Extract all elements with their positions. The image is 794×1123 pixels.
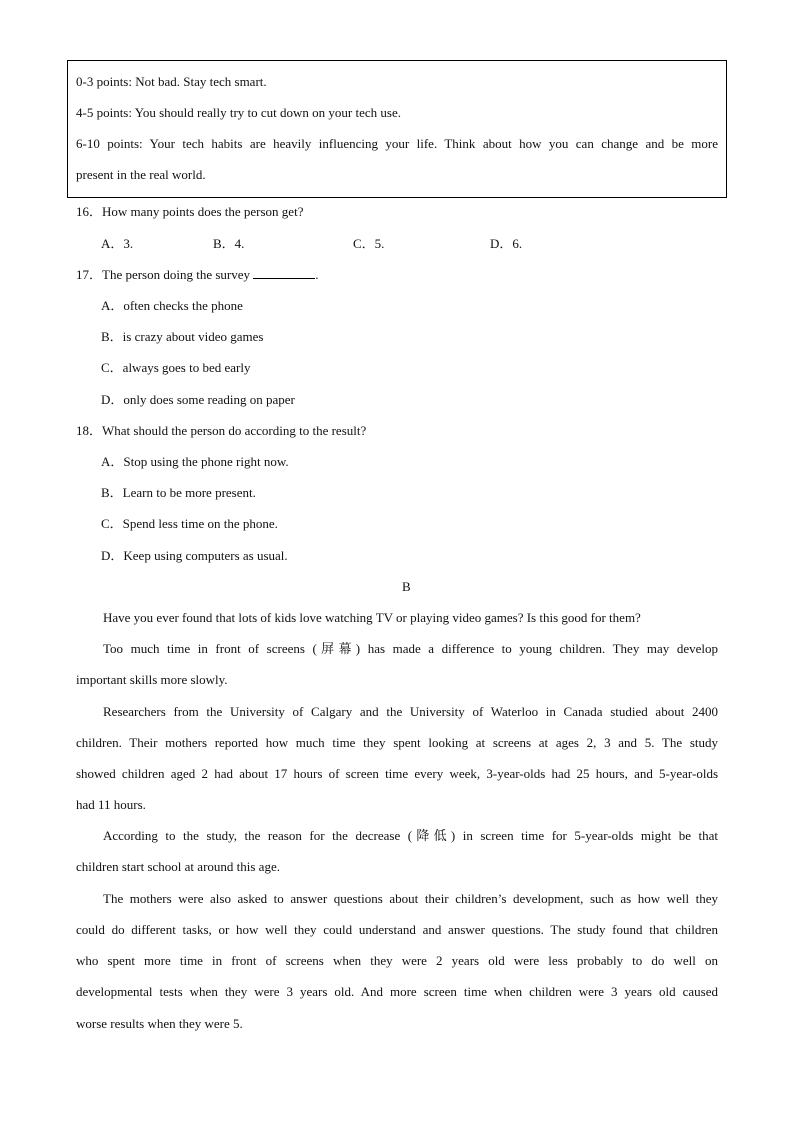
score-range-6-10: 6-10 points: Your tech habits are heavily influencing your life. Think about how you can change and be more	[76, 136, 718, 151]
passage-line: children start school at around this age.	[76, 859, 280, 874]
passage-line: had 11 hours.	[76, 797, 146, 812]
passage-line: Researchers from the University of Calgary and the University of Waterloo in Canada studied about 2400	[103, 704, 718, 719]
passage-line: Too much time in front of screens (屏幕) has made a difference to young children. They may develop	[103, 641, 718, 656]
score-range-0-3: 0-3 points: Not bad. Stay tech smart.	[76, 74, 267, 89]
question-16-option-d: D．6.	[490, 236, 523, 251]
passage-line: important skills more slowly.	[76, 672, 228, 687]
passage-line: developmental tests when they were 3 years old. And more screen time when children were 3 years old caused	[76, 984, 718, 999]
question-17-stem	[76, 266, 319, 284]
question-16-stem: 16．How many points does the person get?	[76, 204, 304, 219]
passage-line: Have you ever found that lots of kids love watching TV or playing video games? Is this good for them?	[103, 610, 641, 625]
question-17-option-b: B．is crazy about video games	[101, 329, 264, 344]
question-16-option-a: A．3.	[101, 236, 134, 251]
passage-line: showed children aged 2 had about 17 hours of screen time every week, 3-year-olds had 25 hours, and 5-year-olds	[76, 766, 718, 781]
question-17-option-d: D．only does some reading on paper	[101, 392, 295, 407]
score-range-4-5: 4-5 points: You should really try to cut down on your tech use.	[76, 105, 401, 120]
answer-blank	[253, 266, 315, 279]
question-17-text: 17．The person doing the survey	[76, 267, 251, 282]
question-18-option-c: C．Spend less time on the phone.	[101, 516, 278, 531]
section-heading: B	[402, 579, 411, 594]
passage-line: worse results when they were 5.	[76, 1016, 243, 1031]
question-18-stem: 18．What should the person do according to the result?	[76, 423, 367, 438]
passage-line: who spent more time in front of screens when they were 2 years old were less probably to do well on	[76, 953, 718, 968]
score-range-6-10-cont: present in the real world.	[76, 167, 206, 182]
passage-line: children. Their mothers reported how much time they spent looking at screens at ages 2, 3 and 5. The study	[76, 735, 718, 750]
passage-line: The mothers were also asked to answer questions about their children’s development, such as how well they	[103, 891, 718, 906]
question-17-option-c: C．always goes to bed early	[101, 360, 251, 375]
question-17-end: .	[315, 267, 319, 282]
question-16-option-b: B．4.	[213, 236, 245, 251]
question-17-option-a: A．often checks the phone	[101, 298, 243, 313]
question-18-option-b: B．Learn to be more present.	[101, 485, 256, 500]
question-18-option-a: A．Stop using the phone right now.	[101, 454, 289, 469]
question-16-option-c: C．5.	[353, 236, 385, 251]
passage-line: According to the study, the reason for the decrease (降低) in screen time for 5-year-olds might be that	[103, 828, 718, 843]
passage-line: could do different tasks, or how well they could understand and answer questions. The study found that children	[76, 922, 718, 937]
question-18-option-d: D．Keep using computers as usual.	[101, 548, 288, 563]
